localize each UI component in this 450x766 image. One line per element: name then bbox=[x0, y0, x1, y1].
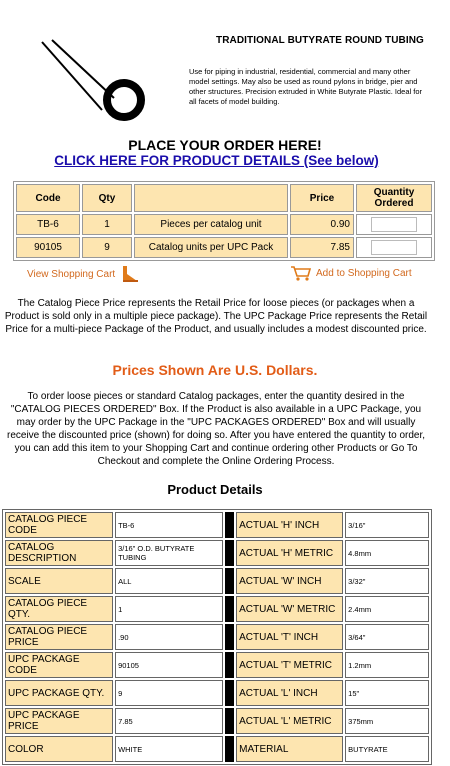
column-header-description bbox=[134, 184, 288, 212]
detail-value: 90105 bbox=[115, 652, 222, 678]
detail-value: .90 bbox=[115, 624, 222, 650]
detail-label: SCALE bbox=[5, 568, 113, 594]
table-row bbox=[5, 624, 429, 650]
column-divider bbox=[225, 652, 235, 678]
detail-value: WHITE bbox=[115, 736, 222, 762]
detail-value: BUTYRATE bbox=[345, 736, 429, 762]
product-description: Use for piping in industrial, residential, commercial and many other model settings. May also be used as round pylons in bridge, pier and other structures. Precision extruded in White Butyrate Plastic. Ideal for all facets of model building. bbox=[189, 67, 423, 106]
column-header-qty: Qty bbox=[82, 184, 132, 212]
row-quantity-cell bbox=[356, 237, 432, 258]
product-details-table bbox=[2, 509, 432, 765]
table-row bbox=[16, 237, 432, 258]
column-header-quantity-ordered: Quantity Ordered bbox=[356, 184, 432, 212]
table-row bbox=[5, 568, 429, 594]
row-description: Pieces per catalog unit bbox=[134, 214, 288, 235]
detail-label: ACTUAL 'T' INCH bbox=[236, 624, 343, 650]
order-heading: PLACE YOUR ORDER HERE! bbox=[128, 137, 322, 153]
detail-value: TB-6 bbox=[115, 512, 222, 538]
column-divider bbox=[225, 624, 235, 650]
column-divider bbox=[225, 736, 235, 762]
detail-value: 3/64" bbox=[345, 624, 429, 650]
detail-value: 3/16" O.D. BUTYRATE TUBING bbox=[115, 540, 222, 566]
view-shopping-cart-link[interactable] bbox=[27, 265, 139, 283]
column-divider bbox=[225, 708, 235, 734]
detail-label: CATALOG PIECE PRICE bbox=[5, 624, 113, 650]
detail-value: 3/32" bbox=[345, 568, 429, 594]
row-quantity-cell bbox=[356, 214, 432, 235]
table-row bbox=[5, 596, 429, 622]
view-cart-label: View Shopping Cart bbox=[27, 268, 116, 280]
detail-label: CATALOG DESCRIPTION bbox=[5, 540, 113, 566]
column-header-price: Price bbox=[290, 184, 354, 212]
row-description: Catalog units per UPC Pack bbox=[134, 237, 288, 258]
detail-label: UPC PACKAGE CODE bbox=[5, 652, 113, 678]
table-row bbox=[5, 540, 429, 566]
detail-label: ACTUAL 'L' INCH bbox=[236, 680, 343, 706]
detail-label: UPC PACKAGE QTY. bbox=[5, 680, 113, 706]
detail-value: 375mm bbox=[345, 708, 429, 734]
table-row bbox=[5, 512, 429, 538]
add-cart-label: Add to Shopping Cart bbox=[316, 267, 412, 279]
detail-label: ACTUAL 'W' INCH bbox=[236, 568, 343, 594]
column-divider bbox=[225, 680, 235, 706]
shopping-cart-icon bbox=[290, 265, 312, 281]
detail-label: ACTUAL 'H' METRIC bbox=[236, 540, 343, 566]
detail-value: 2.4mm bbox=[345, 596, 429, 622]
detail-label: ACTUAL 'H' INCH bbox=[236, 512, 343, 538]
detail-label: UPC PACKAGE PRICE bbox=[5, 708, 113, 734]
add-to-shopping-cart-button[interactable] bbox=[290, 265, 412, 281]
detail-value: 4.8mm bbox=[345, 540, 429, 566]
tubing-illustration bbox=[38, 38, 150, 122]
catalog-quantity-input[interactable] bbox=[371, 217, 417, 232]
row-qty: 9 bbox=[82, 237, 132, 258]
currency-heading: Prices Shown Are U.S. Dollars. bbox=[112, 362, 318, 378]
cart-view-icon bbox=[121, 265, 139, 283]
detail-label: MATERIAL bbox=[236, 736, 343, 762]
table-row bbox=[5, 680, 429, 706]
column-divider bbox=[225, 568, 235, 594]
detail-value: 9 bbox=[115, 680, 222, 706]
detail-value: ALL bbox=[115, 568, 222, 594]
row-price: 7.85 bbox=[290, 237, 354, 258]
price-explanation: The Catalog Piece Price represents the Retail Price for loose pieces (or packages when a Product is sold only in a multiple piece package). The UPC Package Price represents the Retail Price for a multi-piece Package of the Product, and usually includes a modest discounted price. bbox=[4, 298, 428, 335]
detail-label: ACTUAL 'W' METRIC bbox=[236, 596, 343, 622]
table-row bbox=[5, 652, 429, 678]
table-row bbox=[5, 736, 429, 762]
product-details-heading: Product Details bbox=[167, 482, 263, 497]
row-code: 90105 bbox=[16, 237, 80, 258]
row-price: 0.90 bbox=[290, 214, 354, 235]
detail-value: 15" bbox=[345, 680, 429, 706]
detail-value: 7.85 bbox=[115, 708, 222, 734]
detail-value: 1.2mm bbox=[345, 652, 429, 678]
order-table bbox=[13, 181, 435, 261]
upc-quantity-input[interactable] bbox=[371, 240, 417, 255]
column-divider bbox=[225, 540, 235, 566]
detail-label: CATALOG PIECE CODE bbox=[5, 512, 113, 538]
product-details-link[interactable]: CLICK HERE FOR PRODUCT DETAILS (See below) bbox=[54, 153, 379, 168]
table-row bbox=[5, 708, 429, 734]
column-divider bbox=[225, 596, 235, 622]
column-header-code: Code bbox=[16, 184, 80, 212]
row-qty: 1 bbox=[82, 214, 132, 235]
table-row bbox=[16, 214, 432, 235]
detail-label: CATALOG PIECE QTY. bbox=[5, 596, 113, 622]
detail-label: ACTUAL 'L' METRIC bbox=[236, 708, 343, 734]
column-divider bbox=[225, 512, 235, 538]
detail-label: ACTUAL 'T' METRIC bbox=[236, 652, 343, 678]
order-table-header bbox=[16, 184, 432, 212]
detail-value: 3/16" bbox=[345, 512, 429, 538]
detail-value: 1 bbox=[115, 596, 222, 622]
product-title: TRADITIONAL BUTYRATE ROUND TUBING bbox=[216, 35, 424, 46]
order-instructions: To order loose pieces or standard Catalog packages, enter the quantity desired in the "CATALOG PIECES ORDERED" Box. If the Product is also available in a UPC Package, you may order by the UPC Package in the "UPC PACKAGES ORDERED" Box and will usually receive the discounted price (shown) for doing so. After you have entered the quantity to order, you can add this item to your Shopping Cart and continue ordering other Products or Go To Checkout and complete the Online Ordering Process. bbox=[6, 391, 426, 467]
detail-label: COLOR bbox=[5, 736, 113, 762]
row-code: TB-6 bbox=[16, 214, 80, 235]
